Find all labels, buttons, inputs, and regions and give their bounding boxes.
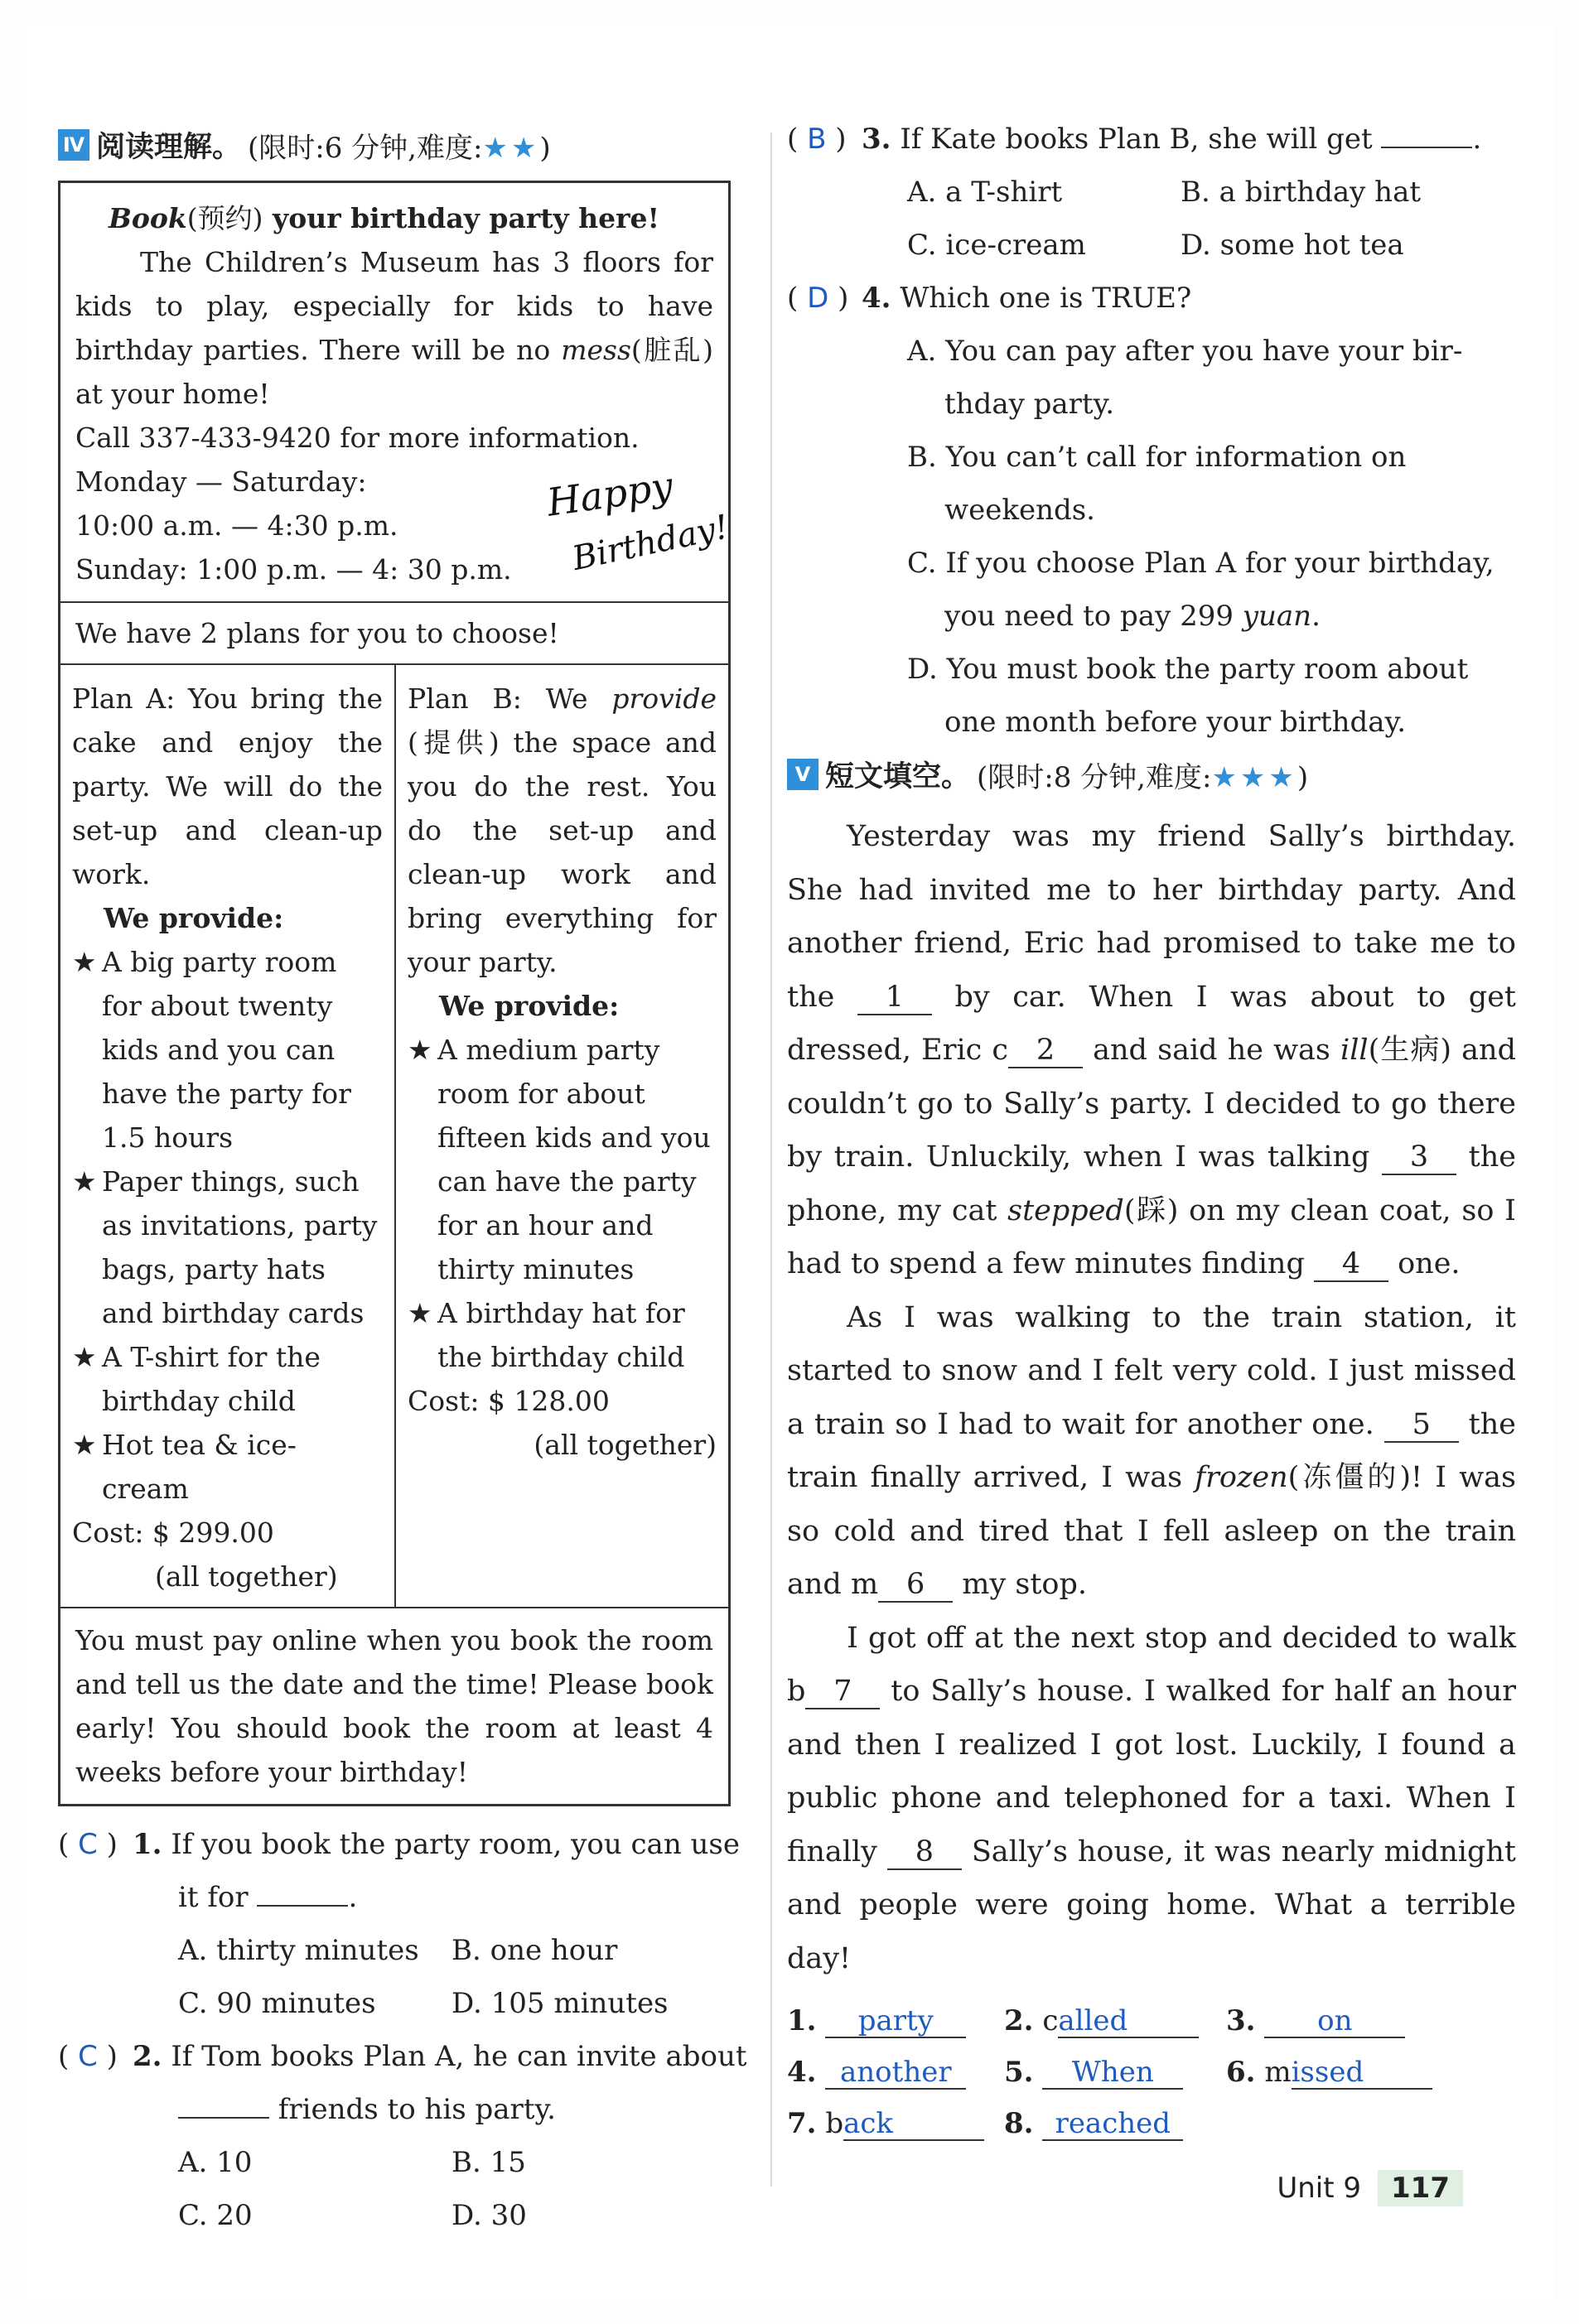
answer-item: 1. party xyxy=(787,1995,1004,2047)
plan-a-item: ★ A big party room for about twenty kids and you can have the party for 1.5 hours xyxy=(72,940,383,1160)
page-footer xyxy=(1277,2170,1463,2206)
answer-letter: C xyxy=(78,1828,98,1861)
birthday-ad-box xyxy=(58,181,731,1806)
star-icon: ★ xyxy=(72,946,97,978)
option: C. If you choose Plan A for your birthday, xyxy=(907,547,1494,580)
section-5-title: 短文填空。 xyxy=(825,760,971,793)
option: A. 10 xyxy=(178,2146,253,2179)
star-icon: ★ xyxy=(72,1429,97,1461)
section-4-badge: Ⅳ xyxy=(58,129,89,161)
passage-paragraph-2: As I was walking to the train station, it started to snow and I felt very cold. I just missed a train so I had to wait for another one. 5 the train finally arrived, I was frozen(冻僵的)! I was so cold and tired that I fell asleep on the train and m 6 my stop. xyxy=(787,1300,1517,1601)
plan-b-item: ★ A medium party room for about fifteen kids and you can have the party for an hour and thirty minutes xyxy=(408,1028,717,1291)
option: D. 105 minutes xyxy=(451,1987,669,2020)
section-4-title: 阅读理解。 xyxy=(96,131,242,164)
answer-blank xyxy=(257,1872,348,1907)
unit-label: Unit 9 xyxy=(1277,2172,1362,2205)
ad-hours-time: 10:00 a.m. — 4:30 p.m. xyxy=(75,509,398,542)
answer-item: 7. back xyxy=(787,2098,1004,2149)
page-number: 117 xyxy=(1378,2170,1463,2206)
answer-letter: D xyxy=(807,282,829,315)
ad-choose-row: We have 2 plans for you to choose! xyxy=(60,601,728,663)
logo-birthday: Birthday! xyxy=(568,508,732,579)
plan-b-item: ★ A birthday hat for the birthday child xyxy=(408,1291,717,1379)
answer-bracket: ( C ) xyxy=(58,2040,118,2073)
option: C. 20 xyxy=(178,2199,253,2232)
option: B. You can’t call for information on xyxy=(907,441,1407,474)
plan-b-cost: Cost: $ 128.00 xyxy=(408,1385,610,1417)
plan-a-cost-note: (all together) xyxy=(155,1560,338,1593)
question-3: ( B ) 3. If Kate books Plan B, she will get . A. a T-shirt B. a birthday hat C. ice-cream D. some hot tea xyxy=(787,113,1516,272)
answer-blank xyxy=(1381,113,1472,148)
option: C. ice-cream xyxy=(907,229,1086,262)
section-5-badge: Ⅴ xyxy=(787,759,818,790)
option-cont: one month before your birthday. xyxy=(944,706,1407,739)
option: B. 15 xyxy=(451,2146,526,2179)
ad-call: Call 337-433-9420 for more information. xyxy=(75,422,640,454)
section-5-header xyxy=(787,754,1516,795)
workbook-page xyxy=(25,25,1554,2299)
star-icon: ★ xyxy=(72,1165,97,1198)
answer-item: 3. on xyxy=(1226,1995,1458,2047)
difficulty-stars: ★★★ xyxy=(1211,760,1297,794)
questions-left xyxy=(58,1818,754,2242)
blank-5: 5 xyxy=(1384,1408,1459,1443)
option-cont: weekends. xyxy=(944,494,1095,527)
section-4-meta: (限时:6 分钟,难度:★★) xyxy=(248,131,551,165)
answer-letter: C xyxy=(78,2040,98,2073)
blank-2: 2 xyxy=(1008,1034,1083,1068)
option: A. a T-shirt xyxy=(907,176,1063,209)
plan-a-item: ★ Hot tea & ice-cream xyxy=(72,1423,383,1511)
option: B. one hour xyxy=(451,1934,618,1967)
option: D. 30 xyxy=(451,2199,527,2232)
blank-3: 3 xyxy=(1382,1140,1456,1175)
plan-a xyxy=(60,665,394,1607)
plan-a-item: ★ A T-shirt for the birthday child xyxy=(72,1335,383,1423)
plans-table xyxy=(60,663,728,1607)
ad-hours-sunday: Sunday: 1:00 p.m. — 4: 30 p.m. xyxy=(75,553,512,586)
question-1: ( C ) 1. If you book the party room, you can use it for . A. thirty minutes B. one hour C. 90 minutes D. 105 minutes xyxy=(58,1818,754,2030)
question-2-options xyxy=(178,2136,754,2242)
answer-item: 5. When xyxy=(1004,2047,1226,2098)
question-3-options xyxy=(907,166,1516,272)
blank-4: 4 xyxy=(1314,1247,1388,1282)
answer-bracket: ( D ) xyxy=(787,282,849,315)
plan-a-intro: Plan A: You bring the cake and enjoy the party. We will do the set-up and clean-up work. xyxy=(72,682,383,890)
star-icon: ★ xyxy=(408,1297,432,1329)
option: A. thirty minutes xyxy=(178,1934,419,1967)
option: D. You must book the party room about xyxy=(907,653,1469,686)
option: D. some hot tea xyxy=(1181,229,1404,262)
left-column xyxy=(58,124,754,2242)
logo-happy: Happy xyxy=(543,463,676,525)
blank-7: 7 xyxy=(805,1675,880,1709)
answer-item: 6. missed xyxy=(1226,2047,1458,2098)
happy-birthday-logo xyxy=(539,460,732,585)
ad-footer-note: You must pay online when you book the room and tell us the date and the time! Please book early! You should book the room at least 4 weeks before your birthday! xyxy=(60,1607,728,1804)
star-icon: ★ xyxy=(72,1341,97,1373)
answer-item: 2. called xyxy=(1004,1995,1226,2047)
star-icon: ★ xyxy=(408,1034,432,1066)
ad-headline: Book(预约) your birthday party here! xyxy=(109,202,660,234)
ad-hours-weekday: Monday — Saturday: xyxy=(75,465,367,498)
passage-paragraph-1: Yesterday was my friend Sally’s birthday. She had invited me to her birthday party. And another friend, Eric had promised to take me to the 1 by car. When I was about to get dressed, Eric c 2 and said he was ill(生病) and couldn’t go to Sally’s party. I decided to go there by train. Unluckily, when I was talking 3 the phone, my cat stepped(踩) on my clean coat, so I had to spend a few minutes finding 4 one. xyxy=(787,820,1516,1280)
ad-intro-text: The Children’s Museum has 3 floors for kids to play, especially for kids to have birthday parties. There will be no mess(脏乱) at your home! xyxy=(75,246,713,410)
plan-b-provide-heading: We provide: xyxy=(439,990,620,1022)
option: B. a birthday hat xyxy=(1181,176,1422,209)
option: A. You can pay after you have your bir- xyxy=(907,335,1463,368)
option-cont: you need to pay 299 yuan. xyxy=(944,600,1321,633)
plan-a-cost: Cost: $ 299.00 xyxy=(72,1516,274,1549)
plan-b-intro: Plan B: We provide (提供) the space and you do the rest. You do the set-up and clean-up work and bring everything for your party. xyxy=(408,682,717,978)
blank-8: 8 xyxy=(887,1835,962,1870)
question-4: ( D ) 4. Which one is TRUE? A. You can pay after you have your bir- thday party. B. You can’t call for information on weekends. C. If you choose Plan A for your birthday, you need to pay 299 yuan. D. You must book the party room about one month before your birthday. xyxy=(787,272,1516,749)
plan-b xyxy=(394,665,728,1607)
difficulty-stars: ★★ xyxy=(482,131,540,165)
answer-item: 4. another xyxy=(787,2047,1004,2098)
section-5-meta: (限时:8 分钟,难度:★★★) xyxy=(977,760,1309,794)
plan-a-item: ★ Paper things, such as invitations, party bags, party hats and birthday cards xyxy=(72,1160,383,1335)
question-2: ( C ) 2. If Tom books Plan A, he can invite about friends to his party. A. 10 B. 15 C. 20 D. 30 xyxy=(58,2030,754,2242)
section-4-header xyxy=(58,124,754,166)
passage-paragraph-3: I got off at the next stop and decided to walk b 7 to Sally’s house. I walked for half an hour and then I realized I got lost. Luckily, I found a public phone and telephoned for a taxi. When I finally 8 Sally’s house, it was nearly midnight and people were going home. What a terrible day! xyxy=(787,1621,1517,1975)
answer-key xyxy=(787,1995,1516,2149)
answer-letter: B xyxy=(807,123,827,156)
option: C. 90 minutes xyxy=(178,1987,376,2020)
column-divider xyxy=(770,133,772,2187)
answer-blank xyxy=(178,2084,269,2119)
answer-bracket: ( B ) xyxy=(787,123,847,156)
plan-b-cost-note: (all together) xyxy=(534,1429,717,1461)
right-column xyxy=(787,124,1516,2149)
answer-bracket: ( C ) xyxy=(58,1828,118,1861)
answer-item: 8. reached xyxy=(1004,2098,1226,2149)
plan-a-provide-heading: We provide: xyxy=(104,902,284,934)
question-1-options xyxy=(178,1924,754,2030)
ad-intro xyxy=(60,183,732,601)
blank-1: 1 xyxy=(857,981,932,1015)
blank-6: 6 xyxy=(878,1568,953,1603)
option-cont: thday party. xyxy=(944,388,1115,421)
